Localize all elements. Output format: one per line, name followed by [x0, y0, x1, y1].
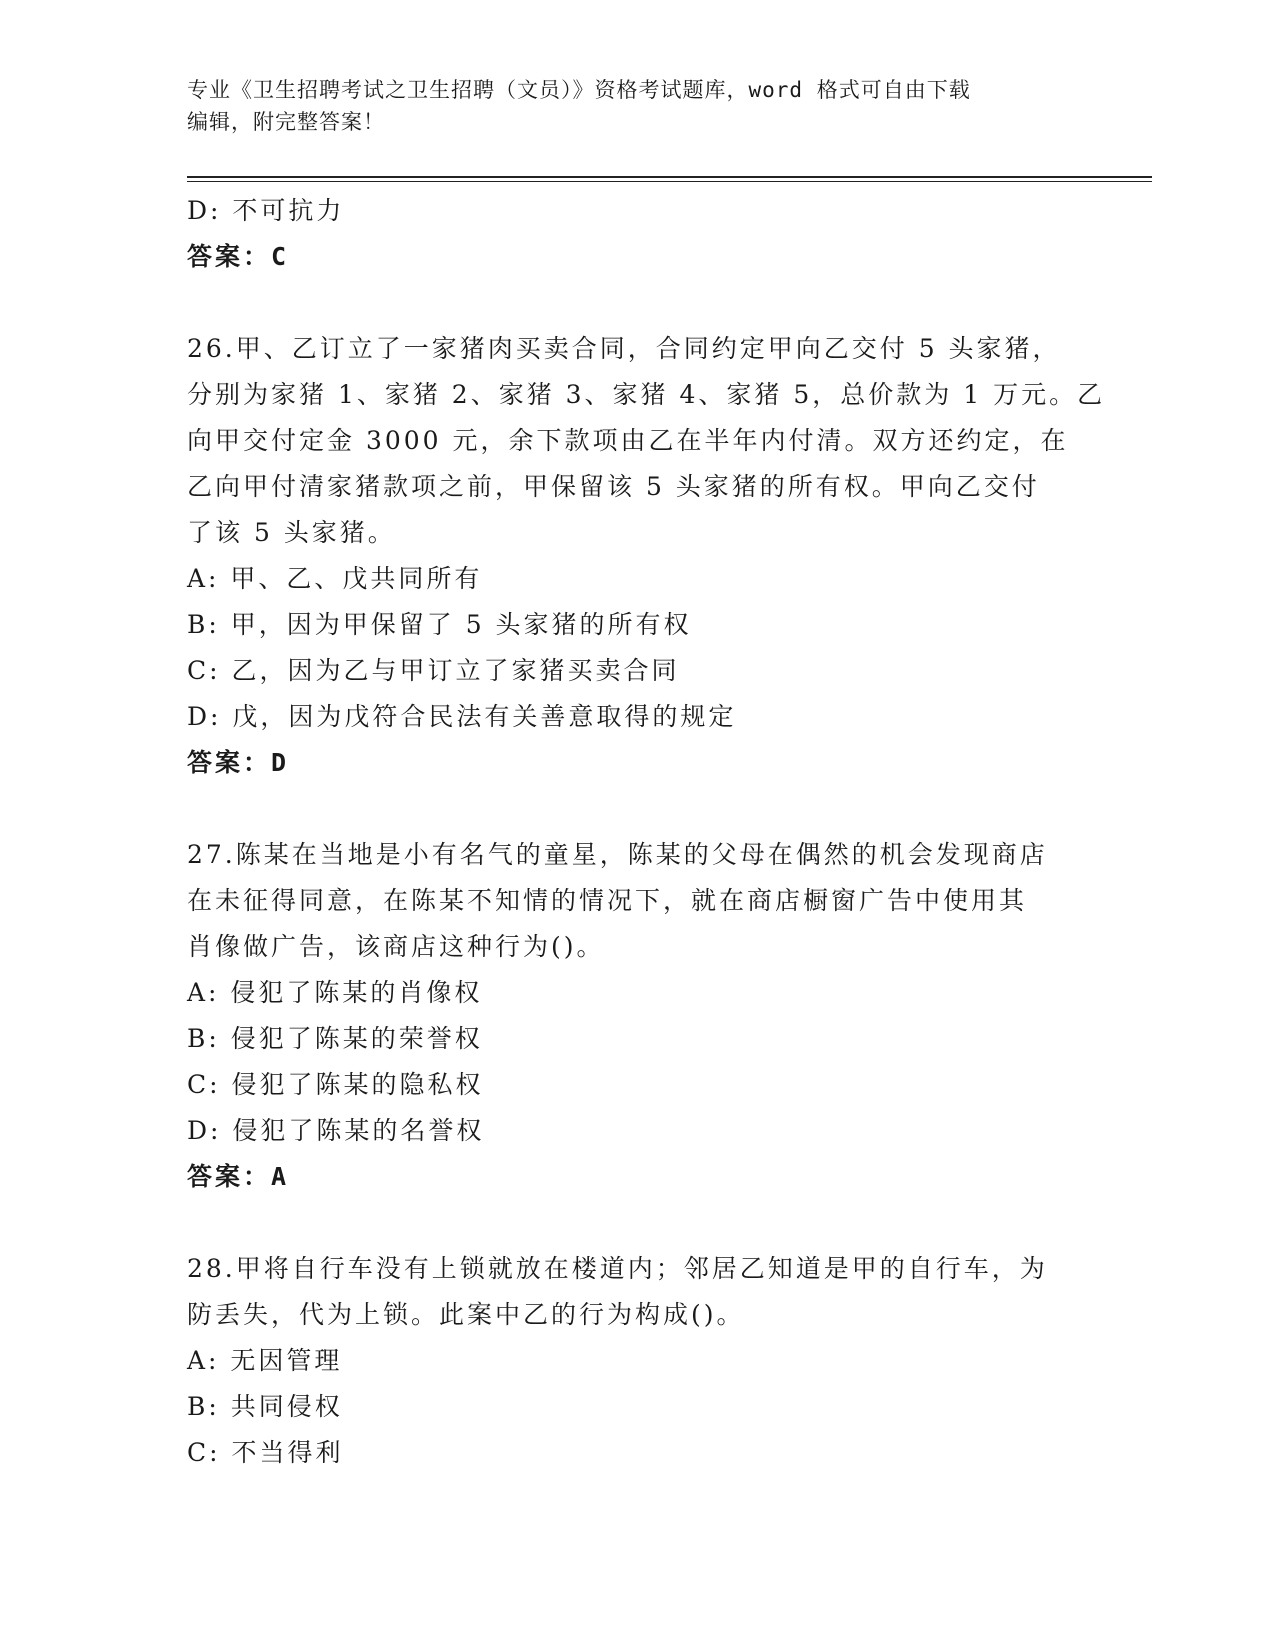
- question-28: [187, 1246, 1087, 1476]
- q26-stem-line: 向甲交付定金 3000 元，余下款项由乙在半年内付清。双方还约定，在: [187, 426, 1069, 455]
- q27-stem-line: 在未征得同意，在陈某不知情的情况下，就在商店橱窗广告中使用其: [187, 886, 1028, 915]
- q28-option-a: A: 无因管理: [187, 1346, 343, 1375]
- q26-stem-line: 乙向甲付清家猪款项之前，甲保留该 5 头家猪的所有权。甲向乙交付: [187, 472, 1040, 501]
- q27-stem-line: 肖像做广告，该商店这种行为()。: [187, 932, 605, 961]
- q26-option-d: D: 戊，因为戊符合民法有关善意取得的规定: [187, 702, 737, 731]
- q26-stem-line: 了该 5 头家猪。: [187, 518, 396, 547]
- q27-option-d: D: 侵犯了陈某的名誉权: [187, 1116, 485, 1145]
- header-line-2: 编辑，附完整答案！: [187, 110, 385, 134]
- q26-answer-label: 答案：: [187, 748, 272, 777]
- spacer: [187, 280, 1087, 326]
- q27-answer-label: 答案：: [187, 1162, 272, 1191]
- question-content: [187, 188, 1106, 1476]
- question-27: [187, 832, 1087, 1200]
- spacer: [187, 786, 1087, 832]
- q26-option-b: B: 甲，因为甲保留了 5 头家猪的所有权: [187, 610, 692, 639]
- q27-option-b: B: 侵犯了陈某的荣誉权: [187, 1024, 483, 1053]
- q28-option-c: C: 不当得利: [187, 1438, 344, 1467]
- q27-stem-line: 27.陈某在当地是小有名气的童星，陈某的父母在偶然的机会发现商店: [187, 840, 1048, 869]
- q26-stem-line: 分别为家猪 1、家猪 2、家猪 3、家猪 4、家猪 5，总价款为 1 万元。乙: [187, 380, 1106, 409]
- header-divider-thick: [187, 176, 1152, 178]
- spacer: [187, 1200, 1087, 1246]
- document-header: [187, 74, 1087, 138]
- q26-answer: [187, 740, 1087, 786]
- q25-option-d: D: 不可抗力: [187, 196, 345, 225]
- q27-answer: [187, 1154, 1087, 1200]
- q28-stem-line: 防丢失，代为上锁。此案中乙的行为构成()。: [187, 1300, 745, 1329]
- q28-stem-line: 28.甲将自行车没有上锁就放在楼道内；邻居乙知道是甲的自行车，为: [187, 1254, 1048, 1283]
- q26-option-a: A: 甲、乙、戊共同所有: [187, 564, 483, 593]
- q25-answer-value: C: [271, 242, 287, 271]
- q25-answer: [187, 234, 1087, 280]
- question-26: [187, 326, 1106, 786]
- q27-answer-value: A: [271, 1162, 287, 1191]
- q26-stem-line: 26.甲、乙订立了一家猪肉买卖合同，合同约定甲向乙交付 5 头家猪，: [187, 334, 1061, 363]
- q27-option-a: A: 侵犯了陈某的肖像权: [187, 978, 483, 1007]
- q26-option-c: C: 乙，因为乙与甲订立了家猪买卖合同: [187, 656, 680, 685]
- header-divider-thin: [187, 181, 1152, 182]
- q27-option-c: C: 侵犯了陈某的隐私权: [187, 1070, 484, 1099]
- q28-option-b: B: 共同侵权: [187, 1392, 343, 1421]
- q25-answer-label: 答案：: [187, 242, 272, 271]
- header-line-1: 专业《卫生招聘考试之卫生招聘（文员）》资格考试题库，word 格式可自由下载: [187, 78, 971, 102]
- q26-answer-value: D: [271, 748, 287, 777]
